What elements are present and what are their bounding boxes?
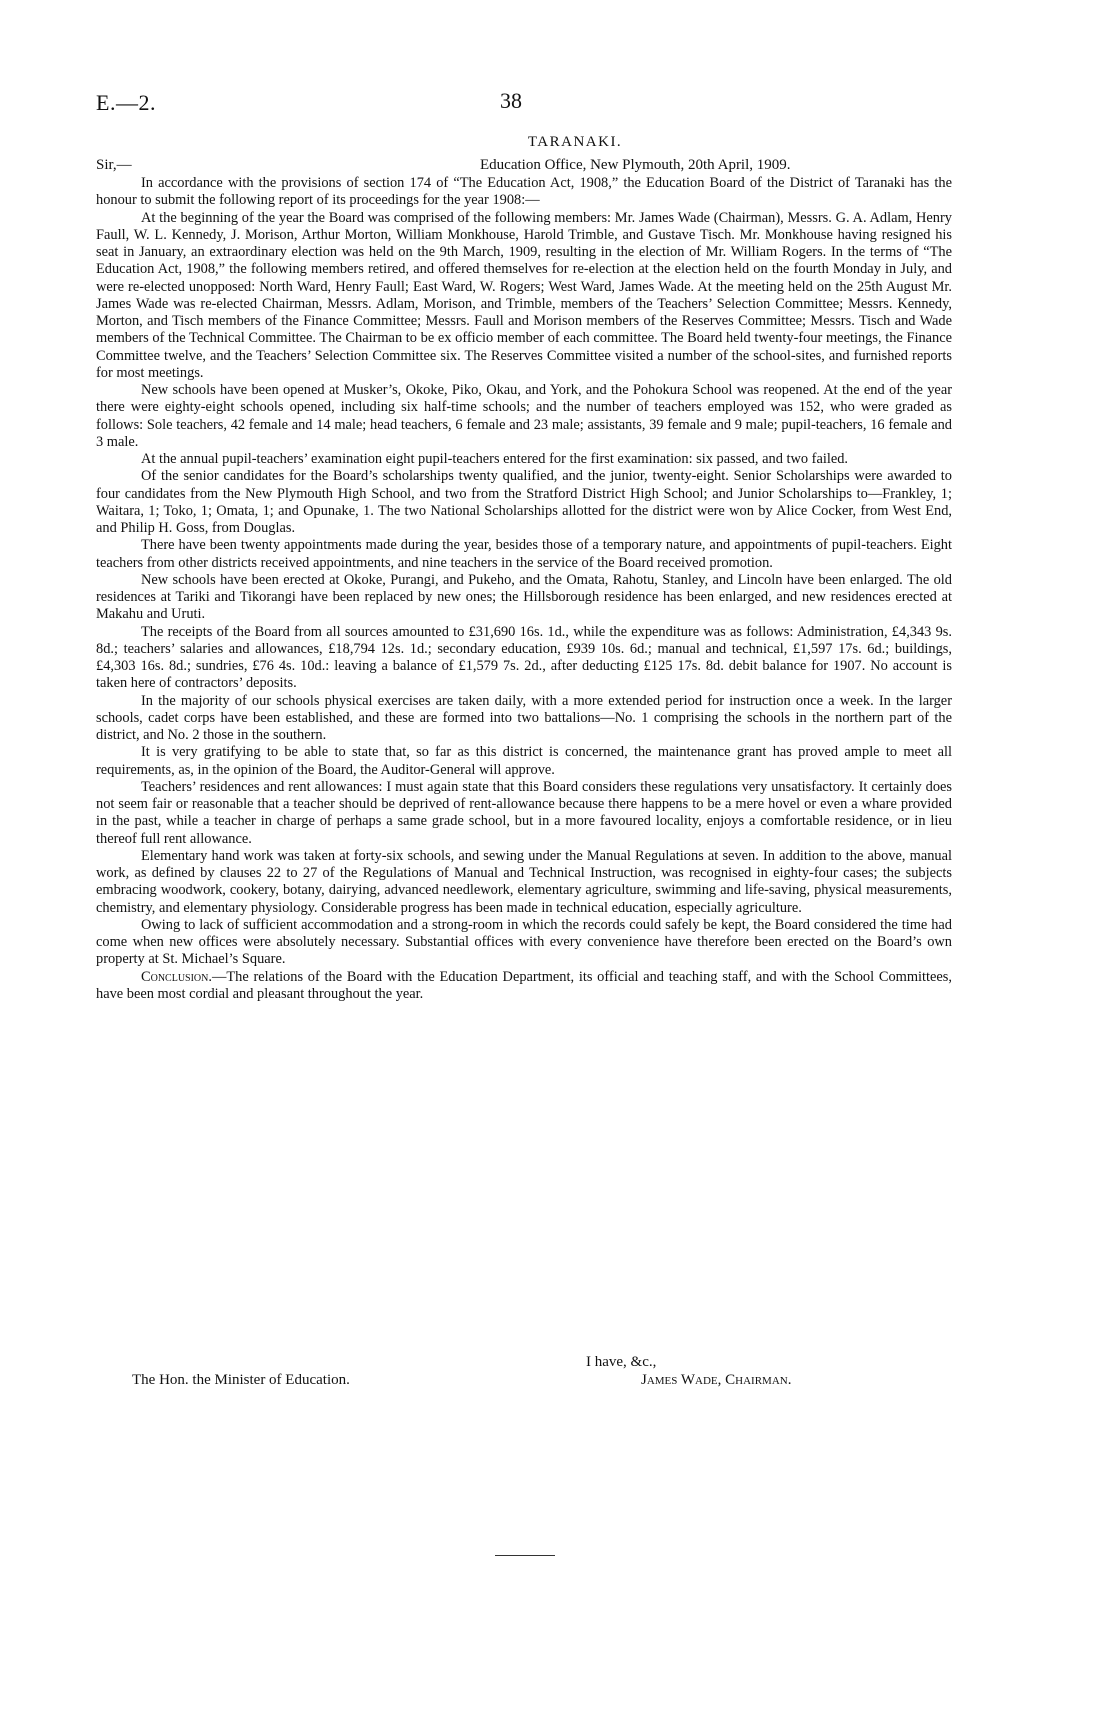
dateline: Education Office, New Plymouth, 20th April, 1909. <box>480 157 791 173</box>
paragraph-physical-exercises: In the majority of our schools physical exercises are taken daily, with a more extended period for instruction once a week. In the larger schools, cadet corps have been established, and these are formed into two battalions—No. 1 comprising the schools in the northern part of the district, and No. 2 those in the southern. <box>96 692 952 743</box>
paragraph-residences: Teachers’ residences and rent allowances: I must again state that this Board considers these regulations very unsatisfactory. It certainly does not seem fair or reasonable that a teacher should be deprived of rent-allowance because there happens to be a mere hovel or even a whare provided in the past, while a teacher in charge of perhaps a same grade school, but in a more favoured locality, enjoys a comfortable residence, or in lieu thereof full rent allowance. <box>96 778 952 847</box>
conclusion-label: Conclusion. <box>141 968 212 985</box>
complimentary-close: I have, &c., <box>586 1354 657 1370</box>
paragraph-scholarships: Of the senior candidates for the Board’s scholarships twenty qualified, and the junior, twenty-eight. Senior Scholarships were awarded to four candidates from the New Plymouth High School, and two from the Stratford District High School; and Junior Scholarships to—Frankley, 1; Waitara, 1; Toko, 1; Omata, 1; and Opunake, 1. The two National Scholarships allotted for the district were won by Alice Cocker, from West End, and Philip H. Goss, from Douglas. <box>96 468 952 536</box>
conclusion-text: —The relations of the Board with the Education Department, its official and teaching staff, and with the School Committees, have been most cordial and pleasant throughout the year. <box>96 968 952 1002</box>
paragraph-finances: The receipts of the Board from all sources amounted to £31,690 16s. 1d., while the expenditure was as follows: Administration, £4,343 9s. 8d.; teachers’ salaries and allowances, £18,794 12s. 1d.; secondary education, £939 10s. 6d.; manual and technical, £1,597 17s. 6d.; buildings, £4,303 16s. 8d.; sundries, £76 4s. 10d.: leaving a balance of £1,579 7s. 2d., after deducting £125 17s. 8d. debit balance for 1907. No account is taken here of contractors’ deposits. <box>96 623 952 692</box>
paragraph-appointments: There have been twenty appointments made during the year, besides those of a temporary nature, and appointments of pupil-teachers. Eight teachers from other districts received appointments, and nine teachers in the service of the Board received promotion. <box>96 537 952 571</box>
paragraph-introduction: In accordance with the provisions of section 174 of “The Education Act, 1908,” the Education Board of the District of Taranaki has the honour to submit the following report of its proceedings for the year 1908:— <box>96 175 952 209</box>
report-body <box>96 175 952 1003</box>
section-heading: TARANAKI. <box>527 134 623 150</box>
paragraph-pupil-teacher-exam: At the annual pupil-teachers’ examination eight pupil-teachers entered for the first examination: six passed, and two failed. <box>141 451 849 467</box>
paragraph-maintenance-grant: It is very gratifying to be able to state that, so far as this district is concerned, the maintenance grant has proved ample to meet all requirements, as, in the opinion of the Board, the Auditor-General will approve. <box>96 744 952 778</box>
paragraph-hand-work: Elementary hand work was taken at forty-six schools, and sewing under the Manual Regulations at seven. In addition to the above, manual work, as defined by clauses 22 to 27 of the Regulations of Manual and Technical Instruction, was recognised in eighty-four cases; the subjects embracing woodwork, cookery, botany, dairying, advanced needlework, elementary agriculture, swimming and life-saving, physical measurements, chemistry, and elementary physiology. Considerable progress has been made in technical education, especially agriculture. <box>96 847 952 916</box>
paragraph-conclusion <box>96 969 952 1004</box>
paragraph-offices: Owing to lack of sufficient accommodation and a strong-room in which the records could safely be kept, the Board considered the time had come when new offices were absolutely necessary. Substantial offices with every convenience have therefore been erected on the Board’s own property at St. Michael’s Square. <box>96 916 952 968</box>
page-number: 38 <box>500 88 522 113</box>
paragraph-new-schools: New schools have been opened at Musker’s, Okoke, Piko, Okau, and York, and the Pohokura School was reopened. At the end of the year there were eighty-eight schools opened, including six half-time schools; and the number of teachers employed was 152, who were graded as follows: Sole teachers, 42 female and 14 male; head teachers, 6 female and 23 male; assistants, 39 female and 9 male; pupil-teachers, 16 female and 3 male. <box>96 382 952 450</box>
paragraph-board-members: At the beginning of the year the Board was comprised of the following members: Mr. James Wade (Chairman), Messrs. G. A. Adlam, Henry Faull, W. L. Kennedy, J. Morison, Arthur Morton, William Monkhouse, Harold Trimble, and Gustave Tisch. Mr. Monkhouse having resigned his seat in January, an extraordinary election was held on the 9th March, 1909, resulting in the election of Mr. William Rogers. In the terms of “The Education Act, 1908,” the following members retired, and offered themselves for re-election at the election held on the fourth Monday in July, and were re-elected unopposed: North Ward, Henry Faull; East Ward, W. Rogers; West Ward, James Wade. At the meeting held on the 25th August Mr. James Wade was re-elected Chairman, Messrs. Adlam, Morison, and Trimble, members of the Teachers’ Selection Committee; Messrs. Kennedy, Morton, and Tisch members of the Finance Committee; Messrs. Faull and Morison members of the Reserves Committee; Messrs. Tisch and Wade members of the Technical Committee. The Chairman to be ex officio member of each committee. The Board held twenty-four meetings, the Finance Committee twelve, and the Teachers’ Selection Committee six. The Reserves Committee visited a number of the school-sites, and furnished reports for most meetings. <box>96 209 952 381</box>
signature: James Wade, Chairman. <box>641 1372 792 1388</box>
salutation: Sir,— <box>96 157 132 173</box>
paragraph-buildings: New schools have been erected at Okoke, Purangi, and Pukeho, and the Omata, Rahotu, Stanley, and Lincoln have been enlarged. The old residences at Tariki and Tikorangi have been replaced by new ones; the Hillsborough residence has been enlarged, and new residences erected at Makahu and Uruti. <box>96 571 952 623</box>
end-rule <box>495 1555 555 1556</box>
addressee: The Hon. the Minister of Education. <box>132 1372 350 1388</box>
document-reference: E.—2. <box>96 90 156 115</box>
